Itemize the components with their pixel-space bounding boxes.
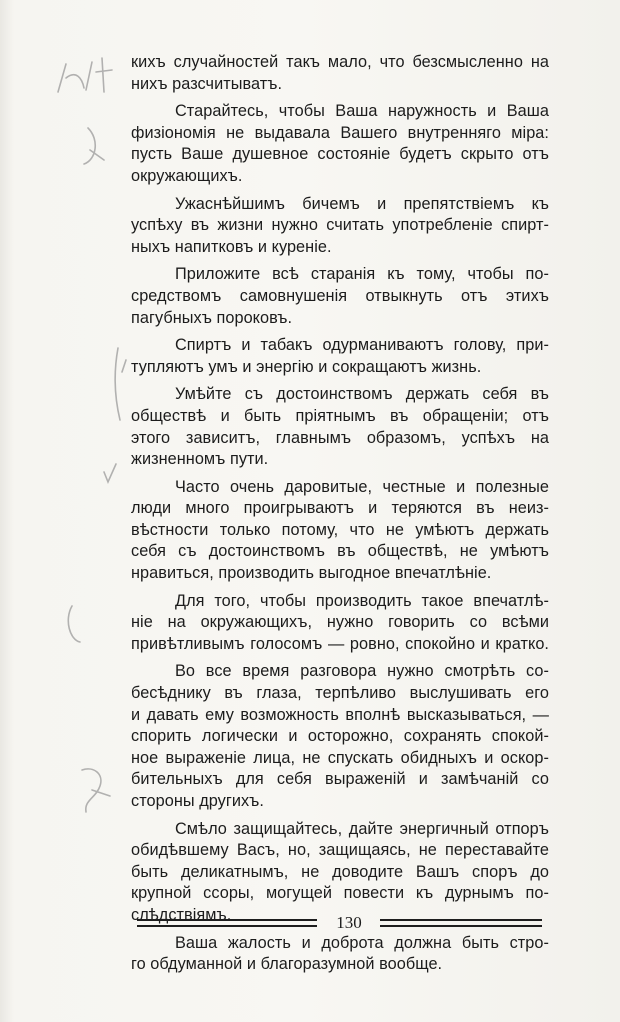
pencil-mark-3 xyxy=(115,348,126,420)
pencil-mark-1 xyxy=(58,58,112,92)
text-line: ное выраженіе лица, не спускать обидныхъ и оскор- xyxy=(131,748,549,767)
text-line: слѣдствіямъ. xyxy=(131,905,232,924)
text-line: Смѣло защищайтесь, дайте энергичный отпоръ xyxy=(175,819,549,838)
text-line: Ваша жалость и доброта должна быть стро- xyxy=(175,933,549,952)
text-line: обидѣвшему Васъ, но, защищаясь, не переставайте xyxy=(131,841,549,860)
text-line: тупляютъ умъ и энергію и сокращаютъ жизнь. xyxy=(131,357,482,376)
text-line: быть деликатнымъ, не доводите Вашъ споръ до xyxy=(131,862,549,881)
pencil-mark-5 xyxy=(68,606,80,642)
text-line: крупной ссоры, могущей повести къ дурнымъ по- xyxy=(131,884,549,903)
paragraph-2 xyxy=(131,101,549,187)
paragraph-7 xyxy=(131,477,549,585)
page-number: 130 xyxy=(336,913,362,932)
text-line: нихъ разсчитыватъ. xyxy=(131,74,283,93)
text-line: привѣтливымъ голосомъ — ровно, спокойно и кратко. xyxy=(131,634,549,653)
paragraph-9 xyxy=(131,661,549,812)
text-line: Старайтесь, чтобы Ваша наружность и Ваша xyxy=(175,102,549,121)
text-line: го обдуманной и благоразумной вообще. xyxy=(131,955,443,974)
text-line: Спиртъ и табакъ одурманиваютъ голову, при- xyxy=(175,336,549,355)
text-line: и давать ему возможность вполнѣ высказываться, — xyxy=(131,705,549,724)
text-line: Для того, чтобы производить такое впечатлѣ- xyxy=(175,591,549,610)
text-line: бительныхъ для себя выраженій и замѣчаній со xyxy=(131,770,549,789)
text-line: Часто очень даровитые, честные и полезные xyxy=(175,477,549,496)
paragraph-1 xyxy=(131,52,549,95)
text-line: кихъ случайностей такъ мало, что безсмысленно на xyxy=(131,53,549,71)
text-line: пагубныхъ пороковъ. xyxy=(131,308,293,327)
text-line: Во все время разговора нужно смотрѣть со- xyxy=(175,662,549,681)
text-line: Умѣйте съ достоинствомъ держать себя въ xyxy=(175,385,549,404)
text-line: ныхъ напитковъ и куреніе. xyxy=(131,237,332,256)
text-line: окружающихъ. xyxy=(131,166,243,185)
paragraph-5 xyxy=(131,335,549,378)
text-line: жизненномъ пути. xyxy=(131,450,269,469)
text-line: спорить логически и осторожно, сохранять спокой- xyxy=(131,727,549,746)
body-text xyxy=(131,52,549,982)
pencil-mark-2 xyxy=(84,128,104,164)
text-line: Ужаснѣйшимъ бичемъ и препятствіемъ къ xyxy=(175,194,549,213)
text-line: Приложите всѣ старанія къ тому, чтобы по- xyxy=(175,265,549,284)
text-line: себя съ достоинствомъ въ обществѣ, не умѣютъ xyxy=(131,542,549,561)
paragraph-3 xyxy=(131,194,549,259)
text-line: физіономія не выдавала Вашего внутренняго міра: xyxy=(131,123,549,142)
text-line: обществѣ и быть пріятнымъ въ обращеніи; отъ xyxy=(131,406,549,425)
pencil-mark-4 xyxy=(104,464,116,482)
text-line: люди много проигрываютъ и теряются въ неиз- xyxy=(131,499,549,518)
text-line: пусть Ваше душевное состояніе будетъ скрыто отъ xyxy=(131,145,549,164)
text-line: средствомъ самовнушенія отвыкнуть отъ этихъ xyxy=(131,286,549,305)
text-line: успѣху въ жизни нужно считать употребленіе спирт- xyxy=(131,216,549,235)
paragraph-6 xyxy=(131,384,549,470)
text-line: бесѣднику въ глаза, терпѣливо выслушивать его xyxy=(131,684,549,703)
pencil-mark-6 xyxy=(82,769,110,812)
footer-rule-right xyxy=(380,919,542,927)
paragraph-4 xyxy=(131,264,549,329)
text-line: стороны другихъ. xyxy=(131,792,264,810)
paragraph-8 xyxy=(131,591,549,656)
text-line: этого зависитъ, главнымъ образомъ, успѣхъ на xyxy=(131,428,549,447)
text-line: нравиться, производить выгодное впечатлѣніе. xyxy=(131,564,492,583)
text-line: ніе на окружающихъ, нужно говорить со всѣми xyxy=(131,613,549,632)
page-footer xyxy=(137,910,542,940)
text-line: вѣстности только потому, что не умѣютъ держать xyxy=(131,520,549,539)
footer-rule-left xyxy=(137,919,317,927)
